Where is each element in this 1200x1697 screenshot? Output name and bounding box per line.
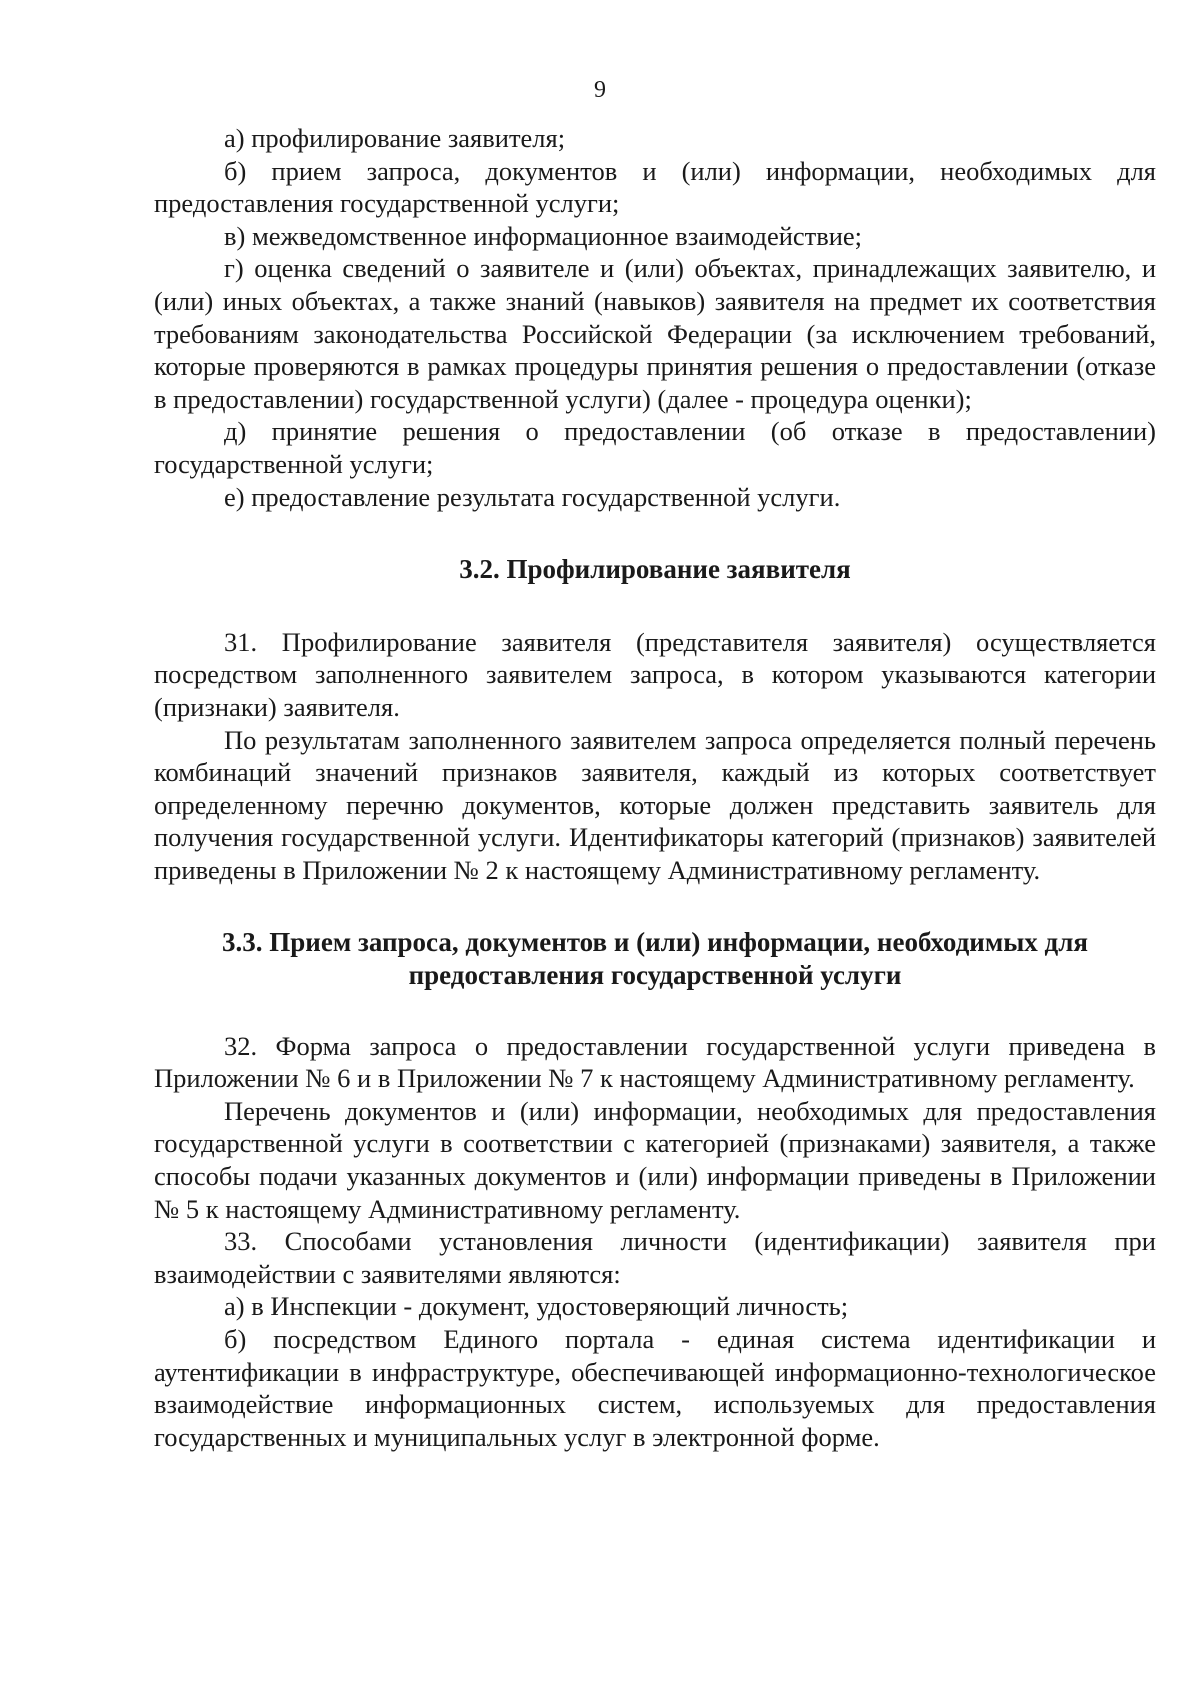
section-heading: 3.3. Прием запроса, документов и (или) информации, необходимых для предоставления государственной услуги bbox=[222, 927, 1088, 991]
list-item: б) посредством Единого портала - единая система идентификации и аутентификации в инфраструктуре, обеспечивающей информационно-технологическое взаимодействие информационных систем, используемых для предоставления государственных и муниципальных услуг в электронной форме. bbox=[154, 1324, 1156, 1452]
list-item: е) предоставление результата государственной услуги. bbox=[224, 481, 841, 512]
list-item: в) межведомственное информационное взаимодействие; bbox=[224, 220, 863, 251]
paragraph: 32. Форма запроса о предоставлении государственной услуги приведена в Приложении № 6 и в Приложении № 7 к настоящему Административному регламенту. bbox=[154, 1030, 1156, 1094]
paragraph: 33. Способами установления личности (идентификации) заявителя при взаимодействии с заявителями являются: bbox=[154, 1226, 1156, 1289]
list-item: г) оценка сведений о заявителе и (или) объектах, принадлежащих заявителю, и (или) иных объектах, а также знаний (навыков) заявителя на предмет их соответствия требованиям законодательства Российской Федерации (за исключением требований, которые проверяются в рамках процедуры принятия решения о предоставлении (отказе в предоставлении) государственной услуги) (далее - процедура оценки); bbox=[154, 253, 1156, 414]
paragraph: 31. Профилирование заявителя (представителя заявителя) осуществляется посредством заполненного заявителем запроса, в котором указываются категории (признаки) заявителя. bbox=[154, 626, 1156, 722]
paragraph: Перечень документов и (или) информации, необходимых для предоставления государственной услуги в соответствии с категорией (признаками) заявителя, а также способы подачи указанных документов и (или) информации приведены в Приложении № 5 к настоящему Административному регламенту. bbox=[154, 1095, 1156, 1224]
list-item: д) принятие решения о предоставлении (об отказе в предоставлении) государственной услуги; bbox=[154, 416, 1156, 479]
list-item: а) в Инспекции - документ, удостоверяющий личность; bbox=[224, 1291, 849, 1322]
section-heading: 3.2. Профилирование заявителя bbox=[459, 554, 851, 585]
page-number: 9 bbox=[594, 77, 606, 103]
list-item: б) прием запроса, документов и (или) информации, необходимых для предоставления государственной услуги; bbox=[154, 155, 1156, 219]
document-body bbox=[154, 122, 1156, 1453]
list-item: а) профилирование заявителя; bbox=[224, 123, 566, 153]
paragraph: По результатам заполненного заявителем запроса определяется полный перечень комбинаций значений признаков заявителя, каждый из которых соответствует определенному перечню документов, которые должен представить заявитель для получения государственной услуги. Идентификаторы категорий (признаков) заявителей приведены в Приложении № 2 к настоящему Административному регламенту. bbox=[154, 724, 1156, 885]
